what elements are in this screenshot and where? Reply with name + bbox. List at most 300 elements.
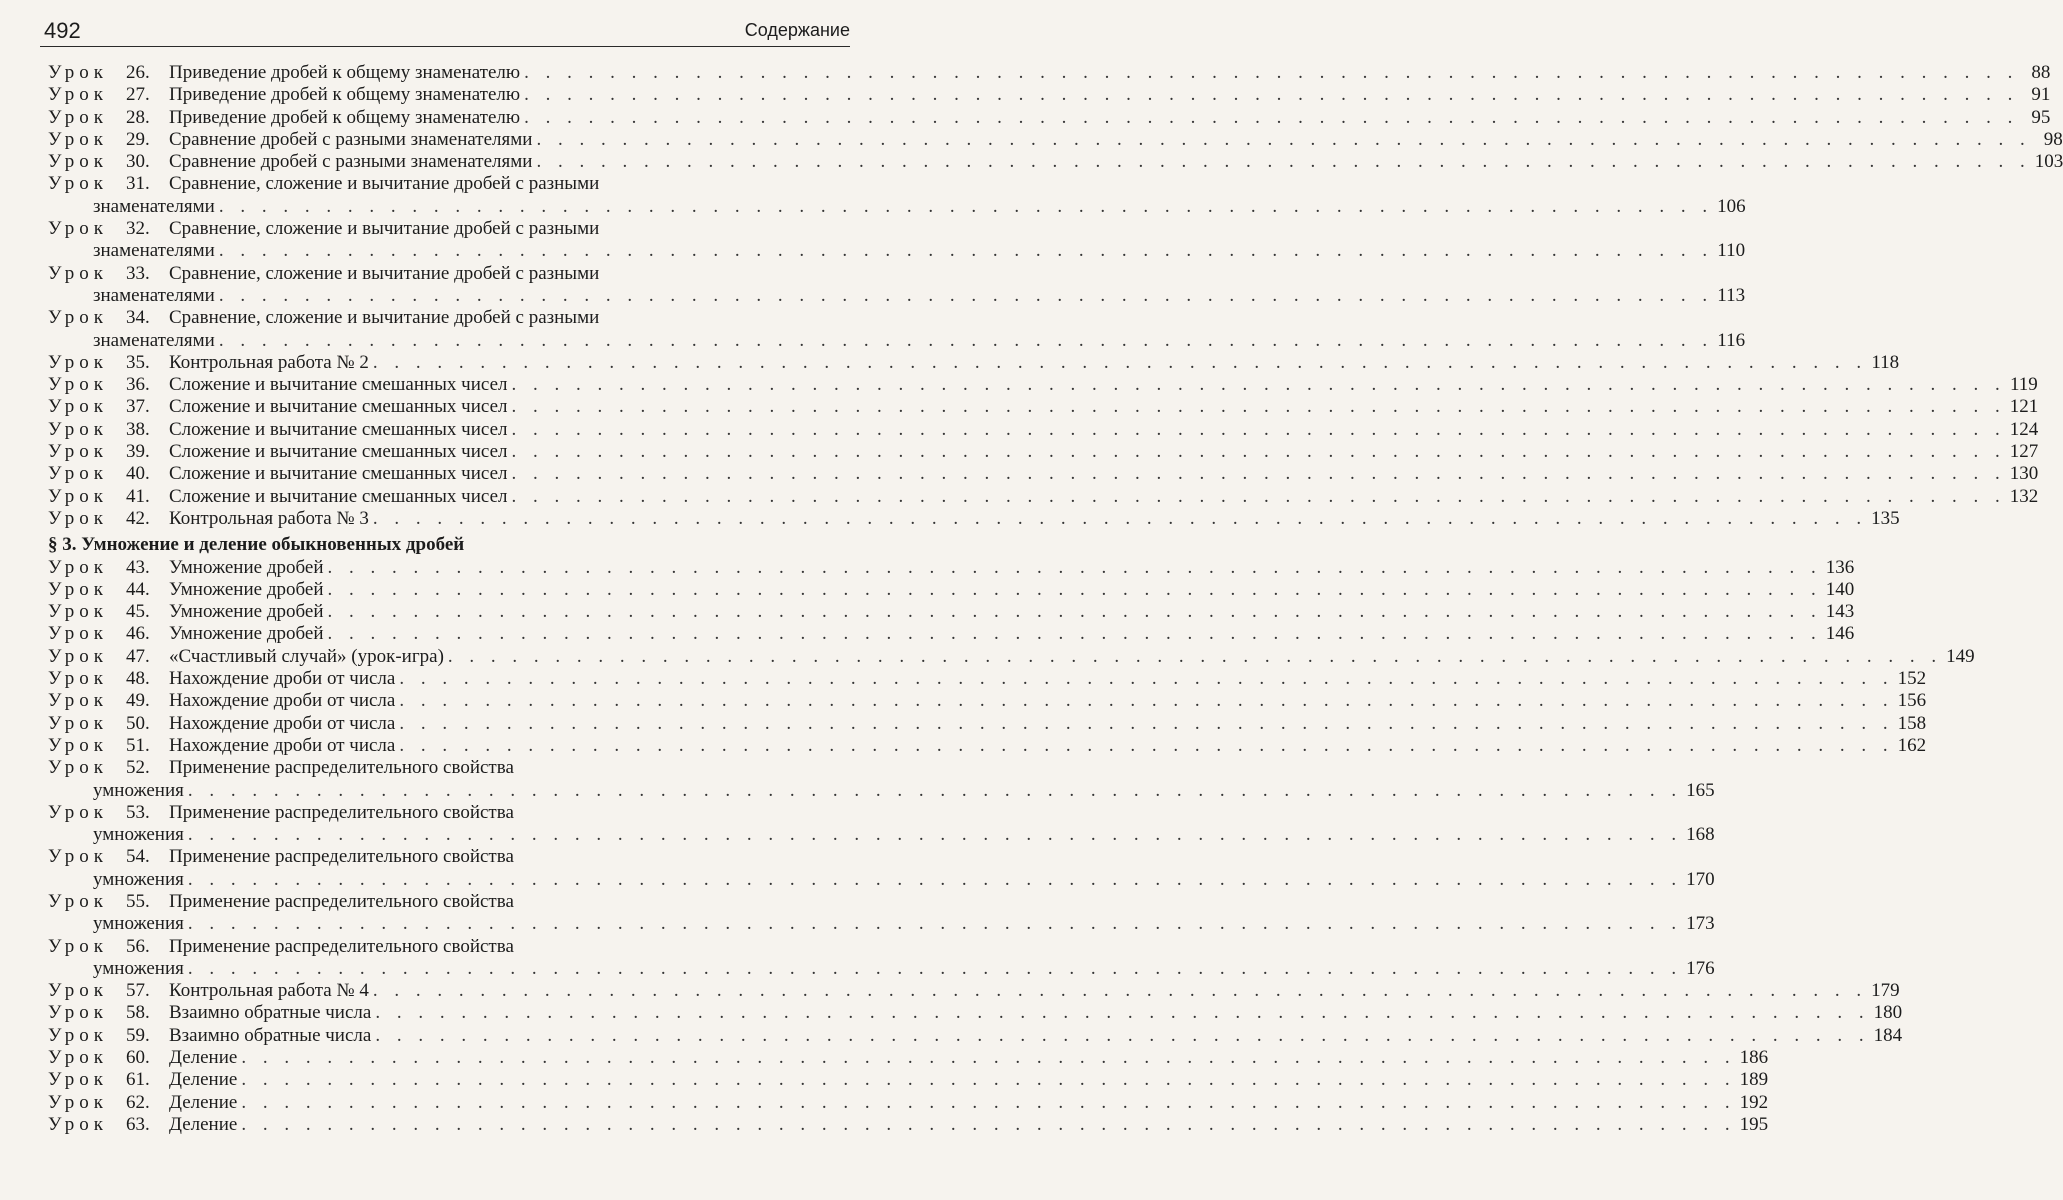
page-ref: 184	[1873, 1024, 1903, 1046]
lesson-word: Урок	[48, 601, 109, 623]
lesson-title: Умножение дробей	[169, 623, 324, 645]
toc-entry[interactable]	[48, 1002, 1903, 1024]
lesson-number: 38.	[126, 418, 150, 440]
lesson-prefix	[48, 757, 169, 779]
lesson-number: 33.	[126, 262, 150, 284]
dot-leader: . . . . . . . . . . . . . . . . . . . . . . . . . . . . . . . . . . . . . . . . . . . . . . . . . . . . . . . . . . . . . . . . . . . . . .	[511, 418, 2006, 440]
lesson-title: Умножение дробей	[169, 556, 324, 578]
dot-leader: . . . . . . . . . . . . . . . . . . . . . . . . . . . . . . . . . . . . . . . . . . . . . . . . . . . . . . . . . . . . . . . . . . . . . .	[399, 734, 1894, 756]
dot-leader: . . . . . . . . . . . . . . . . . . . . . . . . . . . . . . . . . . . . . . . . . . . . . . . . . . . . . . . . . . . . . . . . . . . . . .	[372, 507, 1868, 529]
dot-leader: . . . . . . . . . . . . . . . . . . . . . . . . . . . . . . . . . . . . . . . . . . . . . . . . . . . . . . . . . . . . . . . . . . . . . .	[327, 601, 1822, 623]
entry-line-continued	[48, 913, 1715, 935]
entry-line	[48, 1024, 1903, 1047]
toc-entry[interactable]	[48, 801, 1715, 847]
lesson-prefix	[48, 107, 169, 129]
lesson-prefix	[48, 802, 169, 824]
lesson-number: 26.	[126, 62, 150, 83]
toc-entry[interactable]	[48, 418, 2039, 441]
lesson-word: Урок	[48, 980, 109, 1002]
entry-line	[48, 802, 856, 824]
lesson-title: Сложение и вычитание смешанных чисел	[169, 396, 508, 418]
toc-entry[interactable]	[48, 262, 1746, 308]
lesson-title: Применение распределительного свойства	[169, 935, 514, 957]
lesson-word: Урок	[48, 801, 109, 823]
toc-entry[interactable]	[48, 690, 1927, 712]
lesson-number: 60.	[126, 1047, 150, 1069]
page-ref: 195	[1739, 1113, 1769, 1135]
table-of-contents	[48, 62, 2063, 1136]
lesson-prefix	[48, 263, 169, 285]
lesson-prefix	[48, 1069, 169, 1091]
lesson-title: Применение распределительного свойства	[169, 757, 514, 779]
lesson-title-continued: умножения	[93, 824, 184, 846]
lesson-word: Урок	[48, 218, 109, 240]
entry-line-continued	[48, 195, 1746, 218]
lesson-number: 57.	[126, 980, 150, 1002]
lesson-word: Урок	[48, 1113, 109, 1135]
page-ref: 168	[1686, 824, 1715, 846]
lesson-word: Урок	[48, 1091, 109, 1113]
dot-leader: . . . . . . . . . . . . . . . . . . . . . . . . . . . . . . . . . . . . . . . . . . . . . . . . . . . . . . . . . . . . . . . . . . . . . .	[218, 329, 1714, 351]
lesson-prefix	[48, 1092, 169, 1114]
dot-leader: . . . . . . . . . . . . . . . . . . . . . . . . . . . . . . . . . . . . . . . . . . . . . . . . . . . . . . . . . . . . . . . . . . . . . .	[375, 1024, 1870, 1046]
toc-entry[interactable]	[48, 890, 1715, 936]
dot-leader: . . . . . . . . . . . . . . . . . . . . . . . . . . . . . . . . . . . . . . . . . . . . . . . . . . . . . . . . . . . . . . . . . . . . . .	[327, 556, 1822, 578]
lesson-title: Нахождение дроби от числа	[169, 712, 396, 734]
lesson-word: Урок	[48, 757, 109, 779]
lesson-title: Приведение дробей к общему знаменателю	[169, 106, 521, 128]
lesson-prefix	[48, 1002, 169, 1024]
lesson-number: 43.	[126, 556, 150, 578]
entry-line	[48, 351, 1900, 374]
dot-leader: . . . . . . . . . . . . . . . . . . . . . . . . . . . . . . . . . . . . . . . . . . . . . . . . . . . . . . . . . . . . . . . . . . . . . .	[372, 351, 1868, 373]
page-ref: 135	[1871, 507, 1900, 529]
lesson-title: Сложение и вычитание смешанных чисел	[169, 485, 508, 507]
lesson-prefix	[48, 601, 169, 623]
entry-line-continued	[48, 824, 1715, 846]
dot-leader: . . . . . . . . . . . . . . . . . . . . . . . . . . . . . . . . . . . . . . . . . . . . . . . . . . . . . . . . . . . . . . . . . . . . . .	[187, 913, 1683, 935]
lesson-word: Урок	[48, 151, 109, 173]
lesson-word: Урок	[48, 935, 109, 957]
lesson-word: Урок	[48, 262, 109, 284]
toc-entry[interactable]	[48, 84, 2051, 106]
lesson-word: Урок	[48, 690, 109, 712]
toc-entry[interactable]	[48, 645, 1975, 668]
lesson-prefix	[48, 173, 169, 195]
lesson-word: Урок	[48, 556, 109, 578]
dot-leader: . . . . . . . . . . . . . . . . . . . . . . . . . . . . . . . . . . . . . . . . . . . . . . . . . . . . . . . . . . . . . . . . . . . . . .	[241, 1091, 1736, 1113]
lesson-prefix	[48, 1025, 169, 1047]
entry-line-continued	[48, 284, 1746, 307]
lesson-title-continued: знаменателями	[93, 240, 215, 262]
lesson-word: Урок	[48, 645, 109, 667]
lesson-title: Приведение дробей к общему знаменателю	[169, 62, 521, 83]
entry-line	[48, 396, 2039, 418]
page-ref: 136	[1825, 556, 1855, 578]
toc-entry[interactable]	[48, 846, 1715, 891]
lesson-prefix	[48, 307, 169, 329]
lesson-title: Сравнение, сложение и вычитание дробей с разными	[169, 307, 600, 329]
lesson-title: Сравнение дробей с разными знаменателями	[169, 151, 533, 173]
running-title: Содержание	[744, 20, 850, 40]
entry-line-continued	[48, 240, 1746, 262]
lesson-number: 39.	[126, 441, 150, 463]
toc-entry[interactable]	[48, 1091, 1769, 1114]
lesson-prefix	[48, 374, 169, 396]
dot-leader: . . . . . . . . . . . . . . . . . . . . . . . . . . . . . . . . . . . . . . . . . . . . . . . . . . . . . . . . . . . . . . . . . . . . . .	[399, 690, 1894, 712]
toc-entry[interactable]	[48, 1069, 1769, 1091]
toc-entry[interactable]	[48, 556, 1855, 579]
lesson-prefix	[48, 579, 169, 601]
toc-entry[interactable]	[48, 62, 2051, 84]
lesson-title: Применение распределительного свойства	[169, 846, 514, 868]
toc-entry[interactable]	[48, 441, 2039, 463]
dot-leader: . . . . . . . . . . . . . . . . . . . . . . . . . . . . . . . . . . . . . . . . . . . . . . . . . . . . . . . . . . . . . . . . . . . . . .	[511, 441, 2006, 463]
entry-line	[48, 218, 856, 240]
lesson-number: 51.	[126, 734, 150, 756]
entry-line-continued	[48, 329, 1746, 352]
toc-entry[interactable]	[48, 463, 2039, 485]
page-ref: 116	[1717, 329, 1746, 351]
lesson-number: 35.	[126, 351, 150, 373]
lesson-title-continued: знаменателями	[93, 195, 215, 217]
page-ref: 127	[2009, 441, 2039, 463]
toc-entry[interactable]	[48, 601, 1855, 623]
toc-entry[interactable]	[48, 668, 1927, 690]
lesson-number: 29.	[126, 128, 150, 150]
lesson-title-continued: умножения	[93, 957, 184, 979]
page-ref: 189	[1739, 1069, 1769, 1091]
lesson-word: Урок	[48, 485, 109, 507]
lesson-number: 49.	[126, 690, 150, 712]
lesson-title: Нахождение дроби от числа	[169, 668, 396, 690]
lesson-word: Урок	[48, 507, 109, 529]
page-ref: 88	[2031, 62, 2051, 83]
lesson-number: 63.	[126, 1113, 150, 1135]
lesson-prefix	[48, 557, 169, 579]
dot-leader: . . . . . . . . . . . . . . . . . . . . . . . . . . . . . . . . . . . . . . . . . . . . . . . . . . . . . . . . . . . . . . . . . . . . . .	[524, 84, 2019, 106]
entry-line	[48, 62, 2051, 84]
lesson-title: Приведение дробей к общему знаменателю	[169, 84, 521, 106]
dot-leader: . . . . . . . . . . . . . . . . . . . . . . . . . . . . . . . . . . . . . . . . . . . . . . . . . . . . . . . . . . . . . . . . . . . . . .	[327, 623, 1822, 645]
lesson-prefix	[48, 891, 169, 913]
entry-line	[48, 556, 1855, 579]
page-ref: 130	[2009, 463, 2039, 485]
lesson-word: Урок	[48, 307, 109, 329]
entry-line-continued	[48, 779, 1715, 802]
lesson-prefix	[48, 690, 169, 712]
lesson-prefix	[48, 419, 169, 441]
lesson-title: Нахождение дроби от числа	[169, 734, 396, 756]
dot-leader: . . . . . . . . . . . . . . . . . . . . . . . . . . . . . . . . . . . . . . . . . . . . . . . . . . . . . . . . . . . . . . . . . . . . . .	[218, 240, 1714, 262]
lesson-number: 28.	[126, 106, 150, 128]
lesson-word: Урок	[48, 396, 109, 418]
lesson-title: Сравнение, сложение и вычитание дробей с разными	[169, 218, 600, 240]
lesson-word: Урок	[48, 1069, 109, 1091]
toc-entry[interactable]	[48, 351, 1900, 374]
lesson-number: 47.	[126, 645, 150, 667]
lesson-title: Взаимно обратные числа	[169, 1002, 372, 1024]
page-number: 492	[44, 18, 81, 43]
lesson-number: 42.	[126, 507, 150, 529]
dot-leader: . . . . . . . . . . . . . . . . . . . . . . . . . . . . . . . . . . . . . . . . . . . . . . . . . . . . . . . . . . . . . . . . . . . . . .	[524, 106, 2019, 128]
toc-entry[interactable]	[48, 1024, 1903, 1047]
toc-entry[interactable]	[48, 151, 2063, 173]
lesson-title-continued: умножения	[93, 868, 184, 890]
entry-line	[48, 1113, 1769, 1136]
lesson-prefix	[48, 508, 169, 530]
lesson-word: Урок	[48, 1024, 109, 1046]
toc-entry[interactable]	[48, 578, 1855, 601]
lesson-prefix	[48, 713, 169, 735]
lesson-prefix	[48, 84, 169, 106]
page-ref: 152	[1897, 668, 1927, 690]
page-ref: 140	[1825, 578, 1855, 600]
lesson-title-continued: знаменателями	[93, 284, 215, 306]
lesson-number: 59.	[126, 1024, 150, 1046]
page-ref: 95	[2031, 106, 2051, 128]
entry-line	[48, 734, 1927, 757]
lesson-title: Сложение и вычитание смешанных чисел	[169, 463, 508, 485]
page-ref: 110	[1717, 240, 1746, 262]
lesson-number: 54.	[126, 846, 150, 868]
lesson-word: Урок	[48, 374, 109, 396]
dot-leader: . . . . . . . . . . . . . . . . . . . . . . . . . . . . . . . . . . . . . . . . . . . . . . . . . . . . . . . . . . . . . . . . . . . . . .	[187, 779, 1683, 801]
lesson-title-continued: знаменателями	[93, 329, 215, 351]
entry-line	[48, 1069, 1769, 1091]
lesson-prefix	[48, 668, 169, 690]
dot-leader: . . . . . . . . . . . . . . . . . . . . . . . . . . . . . . . . . . . . . . . . . . . . . . . . . . . . . . . . . . . . . . . . . . . . . .	[241, 1069, 1736, 1091]
dot-leader: . . . . . . . . . . . . . . . . . . . . . . . . . . . . . . . . . . . . . . . . . . . . . . . . . . . . . . . . . . . . . . . . . . . . . .	[187, 824, 1683, 846]
dot-leader: . . . . . . . . . . . . . . . . . . . . . . . . . . . . . . . . . . . . . . . . . . . . . . . . . . . . . . . . . . . . . . . . . . . . . .	[327, 578, 1822, 600]
page-ref: 146	[1825, 623, 1855, 645]
lesson-title: «Счастливый случай» (урок-игра)	[169, 645, 444, 667]
lesson-word: Урок	[48, 463, 109, 485]
lesson-prefix	[48, 735, 169, 757]
entry-line	[48, 485, 2039, 508]
page-ref: 170	[1686, 868, 1715, 890]
entry-line	[48, 263, 856, 285]
lesson-title: Контрольная работа № 4	[169, 980, 369, 1002]
entry-line	[48, 418, 2039, 441]
entry-line	[48, 601, 1855, 623]
entry-line	[48, 1002, 1903, 1024]
lesson-title: Умножение дробей	[169, 601, 324, 623]
page-ref: 143	[1825, 601, 1855, 623]
entry-line	[48, 668, 1927, 690]
entry-line	[48, 128, 2063, 151]
toc-entry[interactable]	[48, 106, 2051, 129]
lesson-title: Умножение дробей	[169, 578, 324, 600]
page-ref: 106	[1717, 195, 1746, 217]
toc-entry[interactable]	[48, 128, 2063, 151]
lesson-number: 37.	[126, 396, 150, 418]
entry-line	[48, 623, 1855, 645]
lesson-number: 58.	[126, 1002, 150, 1024]
dot-leader: . . . . . . . . . . . . . . . . . . . . . . . . . . . . . . . . . . . . . . . . . . . . . . . . . . . . . . . . . . . . . . . . . . . . . .	[187, 957, 1683, 979]
toc-entry[interactable]	[48, 218, 1746, 263]
lesson-word: Урок	[48, 351, 109, 373]
toc-entry[interactable]	[48, 1047, 1769, 1069]
entry-line	[48, 173, 856, 195]
lesson-prefix	[48, 646, 169, 668]
lesson-title: Сложение и вычитание смешанных чисел	[169, 374, 508, 396]
lesson-word: Урок	[48, 712, 109, 734]
lesson-prefix	[48, 1047, 169, 1069]
dot-leader: . . . . . . . . . . . . . . . . . . . . . . . . . . . . . . . . . . . . . . . . . . . . . . . . . . . . . . . . . . . . . . . . . . . . . .	[375, 1002, 1870, 1024]
lesson-title: Деление	[169, 1113, 238, 1135]
entry-line	[48, 936, 856, 958]
lesson-number: 48.	[126, 668, 150, 690]
toc-entry[interactable]	[48, 173, 1746, 218]
lesson-prefix	[48, 936, 169, 958]
entry-line	[48, 578, 1855, 601]
entry-line	[48, 307, 856, 329]
page-ref: 98	[2043, 128, 2063, 150]
page-header	[40, 14, 850, 47]
lesson-number: 30.	[126, 151, 150, 173]
toc-entry[interactable]	[48, 734, 1927, 757]
entry-line	[48, 463, 2039, 485]
page-ref: 162	[1897, 734, 1927, 756]
entry-line	[48, 374, 2038, 396]
lesson-title: Сравнение, сложение и вычитание дробей с разными	[169, 262, 600, 284]
lesson-prefix	[48, 623, 169, 645]
lesson-word: Урок	[48, 623, 109, 645]
lesson-number: 40.	[126, 463, 150, 485]
lesson-title: Сложение и вычитание смешанных чисел	[169, 418, 508, 440]
lesson-number: 52.	[126, 757, 150, 779]
section-heading: § 3. Умножение и деление обыкновенных дробей	[48, 534, 465, 556]
lesson-number: 55.	[126, 890, 150, 912]
lesson-number: 41.	[126, 485, 150, 507]
entry-line	[48, 106, 2051, 129]
page-ref: 180	[1873, 1002, 1903, 1024]
dot-leader: . . . . . . . . . . . . . . . . . . . . . . . . . . . . . . . . . . . . . . . . . . . . . . . . . . . . . . . . . . . . . . . . . . . . . .	[399, 712, 1894, 734]
entry-line	[48, 507, 1900, 530]
lesson-prefix	[48, 486, 169, 508]
dot-leader: . . . . . . . . . . . . . . . . . . . . . . . . . . . . . . . . . . . . . . . . . . . . . . . . . . . . . . . . . . . . . . . . . . . . . .	[511, 463, 2006, 485]
entry-line	[48, 441, 2039, 463]
page-ref: 173	[1686, 913, 1715, 935]
page-ref: 121	[2009, 396, 2039, 418]
lesson-title: Сравнение дробей с разными знаменателями	[169, 128, 533, 150]
lesson-word: Урок	[48, 890, 109, 912]
lesson-title: Взаимно обратные числа	[169, 1024, 372, 1046]
lesson-title: Контрольная работа № 3	[169, 507, 369, 529]
lesson-title: Контрольная работа № 2	[169, 351, 369, 373]
dot-leader: . . . . . . . . . . . . . . . . . . . . . . . . . . . . . . . . . . . . . . . . . . . . . . . . . . . . . . . . . . . . . . . . . . . . . .	[536, 151, 2031, 173]
dot-leader: . . . . . . . . . . . . . . . . . . . . . . . . . . . . . . . . . . . . . . . . . . . . . . . . . . . . . . . . . . . . . . . . . . . . . .	[524, 62, 2019, 83]
toc-entry[interactable]	[48, 307, 1746, 352]
dot-leader: . . . . . . . . . . . . . . . . . . . . . . . . . . . . . . . . . . . . . . . . . . . . . . . . . . . . . . . . . . . . . . . . . . . . . .	[511, 374, 2006, 396]
dot-leader: . . . . . . . . . . . . . . . . . . . . . . . . . . . . . . . . . . . . . . . . . . . . . . . . . . . . . . . . . . . . . . . . . . . . . .	[399, 668, 1894, 690]
lesson-title-continued: умножения	[93, 779, 184, 801]
page-ref: 119	[2009, 374, 2038, 396]
entry-line	[48, 690, 1927, 712]
lesson-prefix	[48, 62, 169, 84]
lesson-number: 32.	[126, 218, 150, 240]
page-ref: 124	[2009, 418, 2039, 440]
entry-line	[48, 1047, 1769, 1069]
toc-entry[interactable]	[48, 374, 2038, 396]
dot-leader: . . . . . . . . . . . . . . . . . . . . . . . . . . . . . . . . . . . . . . . . . . . . . . . . . . . . . . . . . . . . . . . . . . . . . .	[536, 128, 2031, 150]
toc-entry[interactable]	[48, 1113, 1769, 1136]
lesson-number: 53.	[126, 801, 150, 823]
entry-line-continued	[48, 868, 1715, 891]
toc-entry[interactable]	[48, 507, 1900, 530]
lesson-word: Урок	[48, 441, 109, 463]
page-ref: 156	[1897, 690, 1927, 712]
page-ref: 103	[2034, 151, 2063, 173]
dot-leader: . . . . . . . . . . . . . . . . . . . . . . . . . . . . . . . . . . . . . . . . . . . . . . . . . . . . . . . . . . . . . . . . . . . . . .	[511, 485, 2006, 507]
lesson-number: 44.	[126, 578, 150, 600]
lesson-word: Урок	[48, 84, 109, 106]
lesson-prefix	[48, 1114, 169, 1136]
toc-entry[interactable]	[48, 485, 2039, 508]
entry-line	[48, 757, 856, 779]
toc-entry[interactable]	[48, 980, 1900, 1002]
lesson-prefix	[48, 129, 169, 151]
page-ref: 179	[1871, 980, 1900, 1002]
lesson-word: Урок	[48, 128, 109, 150]
lesson-word: Урок	[48, 846, 109, 868]
lesson-title: Сложение и вычитание смешанных чисел	[169, 441, 508, 463]
lesson-title: Применение распределительного свойства	[169, 890, 514, 912]
lesson-prefix	[48, 218, 169, 240]
lesson-number: 34.	[126, 307, 150, 329]
toc-entry[interactable]	[48, 623, 1855, 645]
lesson-title: Деление	[169, 1069, 238, 1091]
lesson-prefix	[48, 441, 169, 463]
dot-leader: . . . . . . . . . . . . . . . . . . . . . . . . . . . . . . . . . . . . . . . . . . . . . . . . . . . . . . . . . . . . . . . . . . . . . .	[241, 1113, 1736, 1135]
page-ref: 91	[2031, 84, 2051, 106]
dot-leader: . . . . . . . . . . . . . . . . . . . . . . . . . . . . . . . . . . . . . . . . . . . . . . . . . . . . . . . . . . . . . . . . . . . . . .	[218, 284, 1714, 306]
dot-leader: . . . . . . . . . . . . . . . . . . . . . . . . . . . . . . . . . . . . . . . . . . . . . . . . . . . . . . . . . . . . . . . . . . . . . .	[511, 396, 2006, 418]
lesson-title: Деление	[169, 1091, 238, 1113]
toc-entry[interactable]	[48, 935, 1715, 981]
lesson-word: Урок	[48, 1047, 109, 1069]
lesson-number: 50.	[126, 712, 150, 734]
page-ref: 118	[1871, 351, 1900, 373]
entry-line	[48, 891, 856, 913]
entry-line	[48, 712, 1927, 735]
lesson-word: Урок	[48, 418, 109, 440]
toc-entry[interactable]	[48, 712, 1927, 735]
lesson-number: 61.	[126, 1069, 150, 1091]
lesson-prefix	[48, 352, 169, 374]
dot-leader: . . . . . . . . . . . . . . . . . . . . . . . . . . . . . . . . . . . . . . . . . . . . . . . . . . . . . . . . . . . . . . . . . . . . . .	[187, 868, 1683, 890]
dot-leader: . . . . . . . . . . . . . . . . . . . . . . . . . . . . . . . . . . . . . . . . . . . . . . . . . . . . . . . . . . . . . . . . . . . . . .	[218, 195, 1714, 217]
lesson-number: 56.	[126, 935, 150, 957]
entry-line	[48, 84, 2051, 106]
lesson-word: Урок	[48, 668, 109, 690]
toc-entry[interactable]	[48, 396, 2039, 418]
lesson-title-continued: умножения	[93, 913, 184, 935]
lesson-word: Урок	[48, 1002, 109, 1024]
lesson-word: Урок	[48, 734, 109, 756]
page-ref: 165	[1686, 779, 1715, 801]
page-ref: 192	[1739, 1091, 1769, 1113]
toc-entry[interactable]	[48, 757, 1715, 802]
lesson-title: Нахождение дроби от числа	[169, 690, 396, 712]
lesson-title: Деление	[169, 1047, 238, 1069]
lesson-number: 36.	[126, 374, 150, 396]
page-ref: 176	[1686, 957, 1715, 979]
lesson-number: 62.	[126, 1091, 150, 1113]
page-ref: 113	[1717, 284, 1746, 306]
page-ref: 158	[1897, 712, 1927, 734]
